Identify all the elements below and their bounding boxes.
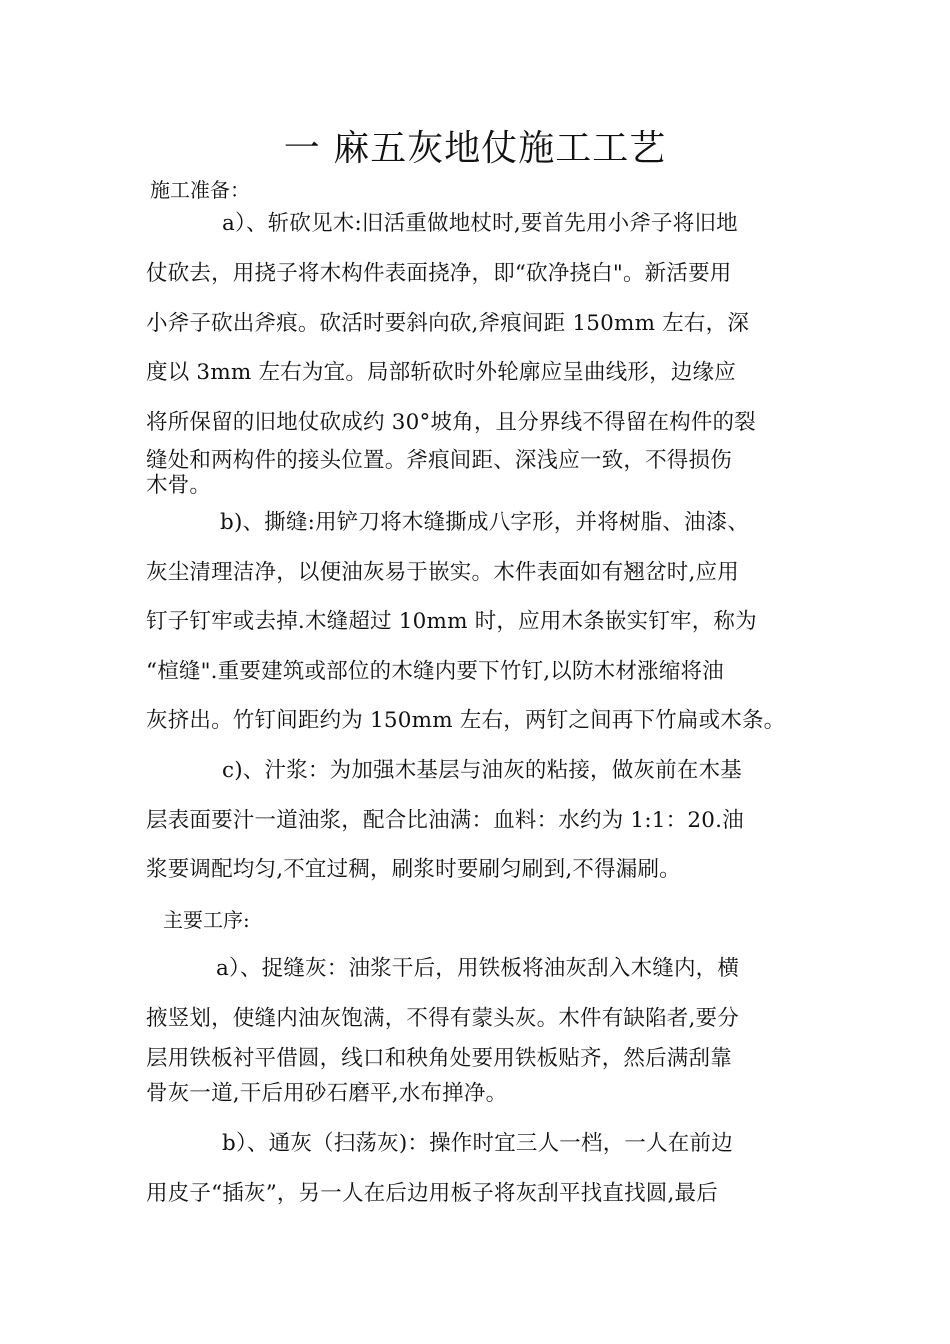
paragraph-line: a）、斩砍见木:旧活重做地杖时,要首先用小斧子将旧地: [222, 211, 738, 236]
paragraph-line: 层用铁板衬平借圆，线口和秧角处要用铁板贴齐，然后满刮靠: [146, 1046, 732, 1071]
paragraph-line: b)、撕缝:用铲刀将木缝撕成八字形，并将树脂、油漆、: [220, 510, 750, 535]
paragraph-line: 钉子钉牢或去掉.木缝超过 10mm 时，应用木条嵌实钉牢，称为: [146, 609, 757, 634]
paragraph-line: 用皮子“插灰”，另一人在后边用板子将灰刮平找直找圆,最后: [146, 1181, 718, 1206]
document-title: 一 麻五灰地仗施工工艺: [283, 128, 667, 169]
paragraph-line: 小斧子砍出斧痕。砍活时要斜向砍,斧痕间距 150mm 左右，深: [146, 311, 750, 336]
paragraph-line: 掖竖划，使缝内油灰饱满，不得有蒙头灰。木件有缺陷者,要分: [146, 1006, 739, 1031]
paragraph-line: 浆要调配均匀,不宜过稠，刷浆时要刷匀刷到,不得漏刷。: [146, 857, 681, 882]
paragraph-line: 层表面要汁一道油浆，配合比油满：血料：水约为 1:1：20.油: [146, 808, 744, 833]
paragraph-line: “楦缝".重要建筑或部位的木缝内要下竹钉,以防木材涨缩将油: [146, 659, 724, 684]
paragraph-line: 仗砍去，用挠子将木构件表面挠净，即“砍净挠白"。新活要用: [146, 261, 732, 286]
paragraph-line: 缝处和两构件的接头位置。斧痕间距、深浅应一致，不得损伤: [146, 448, 732, 473]
section-heading-main-process: 主要工序:: [163, 908, 250, 932]
section-heading-preparation: 施工准备：: [150, 178, 250, 202]
paragraph-line: c)、汁浆：为加强木基层与油灰的粘接，做灰前在木基: [222, 758, 742, 783]
paragraph-line: b）、通灰（扫荡灰)：操作时宜三人一档，一人在前边: [222, 1131, 733, 1156]
paragraph-line: 将所保留的旧地仗砍成约 30°坡角，且分界线不得留在构件的裂: [146, 410, 756, 435]
paragraph-line: 度以 3mm 左右为宜。局部斩砍时外轮廓应呈曲线形，边缘应: [146, 360, 736, 385]
paragraph-line: a）、捉缝灰：油浆干后，用铁板将油灰刮入木缝内，横: [216, 956, 740, 981]
paragraph-line: 木骨。: [146, 473, 212, 498]
paragraph-line: 骨灰一道,干后用砂石磨平,水布掸净。: [146, 1081, 508, 1106]
paragraph-line: 灰尘清理洁净，以便油灰易于嵌实。木件表面如有翘岔时,应用: [146, 560, 739, 585]
paragraph-line: 灰挤出。竹钉间距约为 150mm 左右，两钉之间再下竹扁或木条。: [146, 708, 786, 733]
